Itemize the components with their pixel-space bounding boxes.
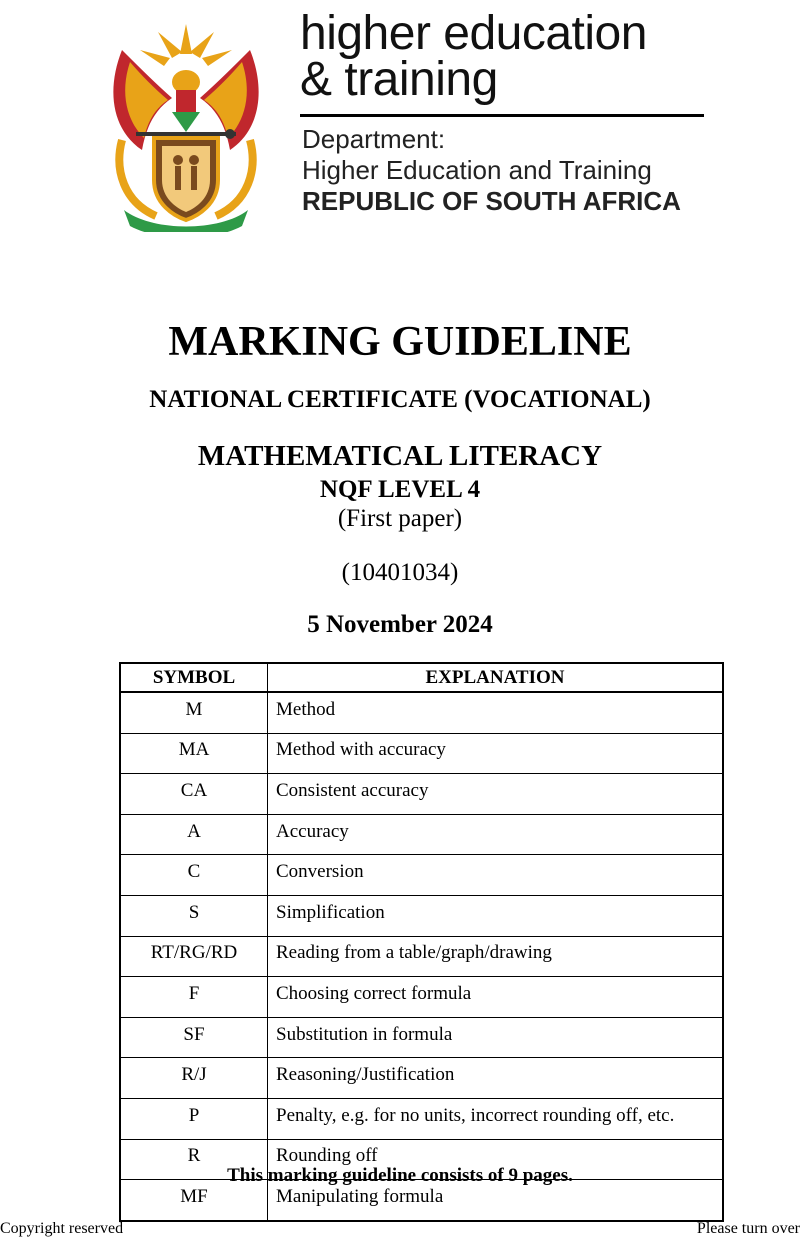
table-row <box>120 1017 723 1058</box>
symbol-cell: RT/RG/RD <box>120 936 268 977</box>
symbol-cell: A <box>120 814 268 855</box>
explanation-cell: Method with accuracy <box>268 733 724 774</box>
coat-of-arms-logo <box>102 20 270 232</box>
symbol-cell: P <box>120 1098 268 1139</box>
table-row <box>120 855 723 896</box>
explanation-cell: Accuracy <box>268 814 724 855</box>
certificate-title: NATIONAL CERTIFICATE (VOCATIONAL) <box>149 386 651 413</box>
symbol-cell: SF <box>120 1017 268 1058</box>
symbol-cell: R <box>120 1139 268 1180</box>
explanation-cell: Rounding off <box>268 1139 724 1180</box>
symbol-cell: MF <box>120 1180 268 1221</box>
table-row <box>120 1098 723 1139</box>
explanation-cell: Consistent accuracy <box>268 774 724 815</box>
paper-title: (First paper) <box>337 505 463 532</box>
table-row <box>120 1058 723 1099</box>
symbol-cell: M <box>120 692 268 733</box>
explanation-cell: Method <box>268 692 724 733</box>
explanation-cell: Simplification <box>268 895 724 936</box>
symbol-cell: R/J <box>120 1058 268 1099</box>
document-title: MARKING GUIDELINE <box>168 319 632 365</box>
explanation-cell: Manipulating formula <box>268 1180 724 1221</box>
explanation-cell: Substitution in formula <box>268 1017 724 1058</box>
page-count-note: This marking guideline consists of 9 pages. <box>227 1165 573 1186</box>
table-row <box>120 774 723 815</box>
level-title: NQF LEVEL 4 <box>319 476 481 503</box>
symbol-cell: C <box>120 855 268 896</box>
logo-divider <box>300 114 704 117</box>
table-header-row <box>120 663 723 692</box>
subject-code: (10401034) <box>341 559 459 586</box>
symbols-table <box>119 662 724 1222</box>
column-header-explanation: EXPLANATION <box>268 663 724 692</box>
department-text <box>302 124 722 217</box>
logo-line-2: & training <box>300 53 498 106</box>
exam-date: 5 November 2024 <box>307 611 493 638</box>
dept-name: Higher Education and Training <box>302 155 652 185</box>
country-name: REPUBLIC OF SOUTH AFRICA <box>302 186 681 216</box>
table-row <box>120 733 723 774</box>
dept-logo-wordmark <box>300 7 720 106</box>
turn-over-notice: Please turn over <box>696 1220 800 1237</box>
explanation-cell: Conversion <box>268 855 724 896</box>
table-row <box>120 936 723 977</box>
table-row <box>120 895 723 936</box>
dept-label: Department: <box>302 124 446 154</box>
table-row <box>120 977 723 1018</box>
explanation-cell: Reasoning/Justification <box>268 1058 724 1099</box>
symbol-cell: F <box>120 977 268 1018</box>
symbol-cell: CA <box>120 774 268 815</box>
explanation-cell: Choosing correct formula <box>268 977 724 1018</box>
symbol-cell: MA <box>120 733 268 774</box>
symbol-cell: S <box>120 895 268 936</box>
explanation-cell: Penalty, e.g. for no units, incorrect rounding off, etc. <box>268 1098 724 1139</box>
explanation-cell: Reading from a table/graph/drawing <box>268 936 724 977</box>
logo-line-1: higher education <box>300 7 647 60</box>
subject-title: MATHEMATICAL LITERACY <box>197 440 603 472</box>
column-header-symbol: SYMBOL <box>120 663 268 692</box>
copyright-notice: Copyright reserved <box>0 1220 124 1237</box>
table-row <box>120 814 723 855</box>
table-row <box>120 692 723 733</box>
